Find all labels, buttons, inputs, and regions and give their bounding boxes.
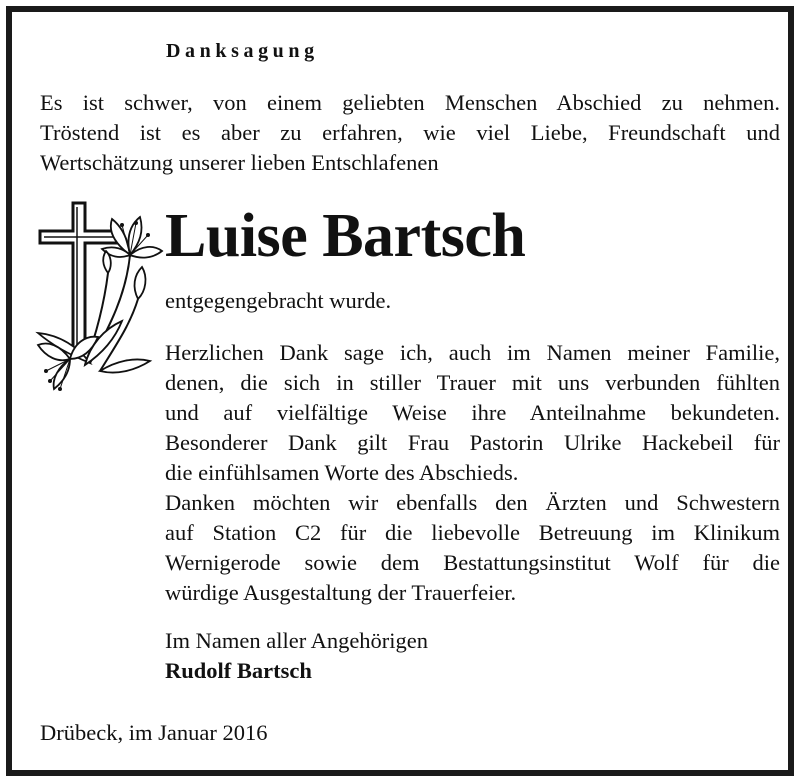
body-line: würdige Ausgestaltung der Trauerfeier. <box>165 580 517 605</box>
intro-line: Wertschätzung unserer lieben Entschlafenen <box>40 150 439 175</box>
signature-on-behalf: Im Namen aller Angehörigen <box>165 628 429 653</box>
intro-line: Tröstend ist es aber zu erfahren, wie viel Liebe, Freundschaft und <box>40 120 780 145</box>
deceased-name: Luise Bartsch <box>165 202 526 270</box>
body-line: Besonderer Dank gilt Frau Pastorin Ulrike Hackebeil für <box>165 430 780 455</box>
signature-block <box>165 626 780 686</box>
heading-danksagung: Danksagung <box>166 40 319 62</box>
obituary-card <box>6 6 794 776</box>
body-paragraph <box>165 338 780 608</box>
intro-line: Es ist schwer, von einem geliebten Menschen Abschied zu nehmen. <box>40 90 780 115</box>
body-line: Herzlichen Dank sage ich, auch im Namen meiner Familie, <box>165 340 780 365</box>
after-name-text: entgegengebracht wurde. <box>165 288 392 313</box>
body-line: und auf vielfältige Weise ihre Anteilnahme bekundeten. <box>165 400 780 425</box>
signature-sender: Rudolf Bartsch <box>165 658 312 683</box>
place-date: Drübeck, im Januar 2016 <box>40 720 268 745</box>
intro-paragraph <box>40 88 780 178</box>
body-line: die einfühlsamen Worte des Abschieds. <box>165 460 519 485</box>
body-line: Wernigerode sowie dem Bestattungsinstitut Wolf für die <box>165 550 780 575</box>
body-line: auf Station C2 für die liebevolle Betreuung im Klinikum <box>165 520 780 545</box>
cross-with-lily-icon <box>30 195 165 395</box>
body-line: Danken möchten wir ebenfalls den Ärzten und Schwestern <box>165 490 780 515</box>
body-line: denen, die sich in stiller Trauer mit uns verbunden fühlten <box>165 370 780 395</box>
